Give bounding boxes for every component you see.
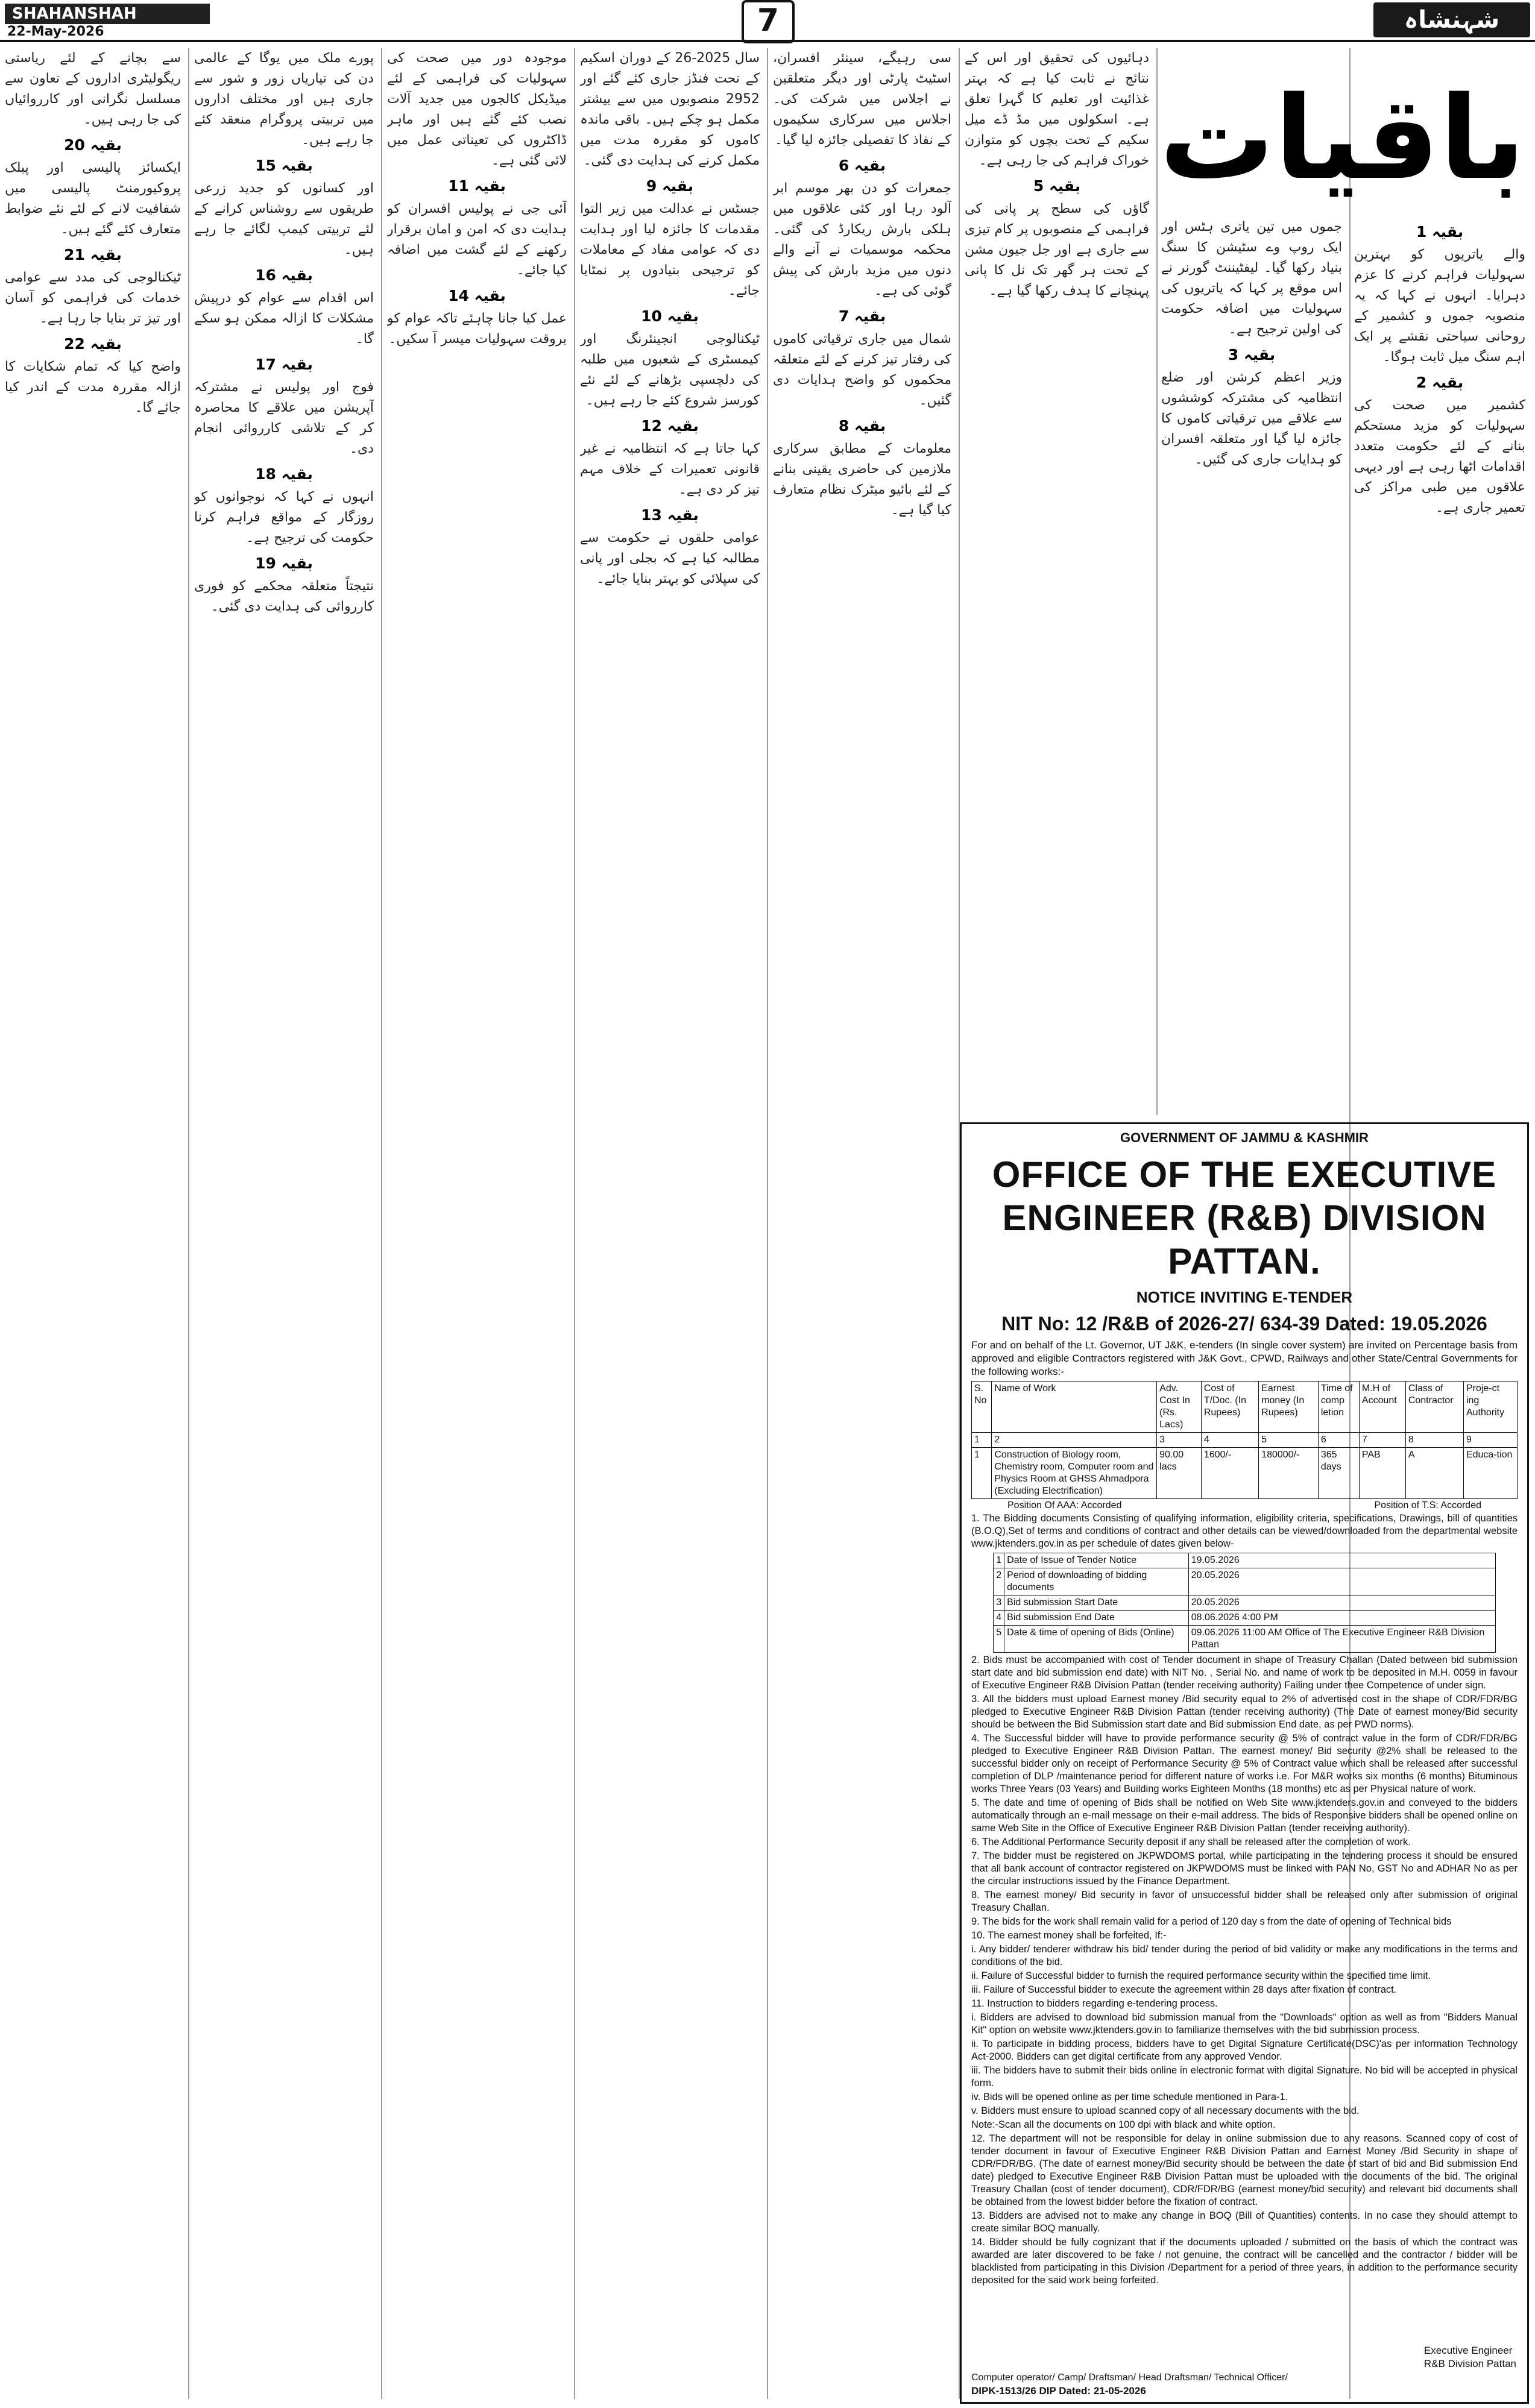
works-table-body (972, 1448, 1518, 1499)
schedule-cell: Date of Issue of Tender Notice (1004, 1553, 1189, 1568)
tender-intro: For and on behalf of the Lt. Governor, UT J&K, e-tenders (In single cover system) are invited on Percentage basis from approved and eligible Contractors registered with J&K Govt., CPWD, Railways and other State/Central Governments for the following works:- (971, 1339, 1518, 1377)
tender-office-title (971, 1153, 1518, 1283)
paper-name: SHAHANSHAH (5, 4, 210, 24)
works-header-cell: Time of comp letion (1318, 1382, 1359, 1433)
works-cell: Construction of Biology room, Chemistry room, Computer room and Physics Room at GHSS Ahmadpora (Excluding Electrification) (992, 1448, 1157, 1499)
article-paragraph: جمعرات کو دن بھر موسم ابر آلود رہا اور کئی علاقوں میں ہلکی بارش ریکارڈ کی گئی۔ محکمہ موسمیات نے آنے والے دنوں میں مزید بارش کی پیش گوئی کی ہے۔ (773, 181, 951, 298)
tender-condition: v. Bidders must ensure to upload scanned copy of all necessary documents with the bid. (971, 2105, 1360, 2116)
continuation-heading: بقیہ 19 (255, 555, 313, 572)
tender-office-line-1: OFFICE OF THE EXECUTIVE (992, 1154, 1497, 1195)
column-3 (965, 48, 1149, 1115)
tender-condition: 12. The department will not be responsible for delay in online submission due to any reasons. Scanned copy of cost of tender document in favour of Executive Engineer R&B Division Pattan and Earnest Money /Bid Security in shape of CDR/FDR/BG. (The date of earnest money/Bid security should be between the date of start of bid and Bid submission End date) pledged to Executive Engineer R&B Division Pattan must be uploaded with the documents of the bid. The original Treasury Challan (cost of tender document), CDR/FDR/BG (earnest money/bid security) and relevant bid documents shall be obtained from the lowest bidder before the fixation of contract. (971, 2133, 1518, 2207)
schedule-cell: Period of downloading of bidding documents (1004, 1568, 1189, 1595)
article-paragraph: آئی جی نے پولیس افسران کو ہدایت دی کہ امن و امان برقرار رکھنے کے لئے گشت میں اضافہ کیا جائے۔ (387, 201, 567, 278)
article-paragraph: سی رہیگے، سینئر افسران، اسٹیٹ پارٹی اور دیگر متعلقین نے اجلاس میں شرکت کی۔ اجلاس میں سرکاری سکیموں کے نفاذ کا تفصیلی جائزہ لیا گیا۔ (773, 51, 951, 148)
tender-condition: 8. The earnest money/ Bid security in favor of unsuccessful bidder shall be released only after submission of original Treasury Challan. (971, 1890, 1518, 1913)
section-title: باقیات (1159, 72, 1525, 205)
continuation-heading: بقیہ 18 (255, 465, 313, 483)
column-4 (773, 48, 951, 2399)
column-5 (580, 48, 760, 2399)
article-paragraph: فوج اور پولیس نے مشترکہ آپریشن میں علاقے کا محاصرہ کر کے تلاشی کارروائی انجام دی۔ (194, 380, 374, 456)
continuation-heading: بقیہ 8 (838, 417, 886, 435)
works-index-cell: 9 (1463, 1433, 1517, 1448)
schedule-row (994, 1553, 1496, 1568)
article-paragraph: ایکسائز پالیسی اور پبلک پروکیورمنٹ پالیسی میں شفافیت لانے کے لئے نئے ضوابط متعارف کئے گئے ہیں۔ (5, 160, 181, 237)
works-header-cell: M.H of Account (1359, 1382, 1405, 1433)
column-divider (574, 48, 575, 2399)
article-paragraph: معلومات کے مطابق سرکاری ملازمین کی حاضری یقینی بنانے کے لئے بائیو میٹرک نظام متعارف کیا گیا ہے۔ (773, 441, 951, 518)
article-paragraph: پورے ملک میں یوگا کے عالمی دن کی تیاریاں زور و شور سے جاری ہیں اور مختلف اداروں میں تربیتی پروگرام منعقد کئے جا رہے ہیں۔ (194, 51, 374, 148)
footer-note: Computer operator/ Camp/ Draftsman/ Head Draftsman/ Technical Officer/ (971, 2372, 1288, 2383)
tender-condition: 10. The earnest money shall be forfeited, If:- (971, 1930, 1167, 1941)
schedule-cell: 3 (994, 1595, 1004, 1611)
schedule-row (994, 1611, 1496, 1626)
article-paragraph: کشمیر میں صحت کی سہولیات کو مزید مستحکم بنانے کے لئے حکومت متعدد اقدامات اٹھا رہی ہے اور دیہی علاقوں میں طبی مراکز کی تعمیر جاری ہے۔ (1354, 398, 1525, 515)
signature-office: R&B Division Pattan (1423, 2358, 1516, 2369)
works-header-cell: Name of Work (992, 1382, 1157, 1433)
article-paragraph: ٹیکنالوجی انجینئرنگ اور کیمسٹری کے شعبوں میں طلبہ کی دلچسپی بڑھانے کے لئے نئے کورسز شروع کئے جا رہے ہیں۔ (580, 332, 760, 408)
article-paragraph: گاؤں کی سطح پر پانی کی فراہمی کے منصوبوں پر کام تیزی سے جاری ہے اور جل جیون مشن کے تحت ہر گھر تک نل کا پانی پہنچانے کا ہدف رکھا گیا ہے۔ (965, 201, 1149, 298)
works-cell: 90.00 lacs (1157, 1448, 1202, 1499)
schedule-table (993, 1553, 1496, 1653)
tender-conditions (971, 1654, 1518, 2287)
column-divider (767, 48, 768, 2399)
tender-office-line-2: ENGINEER (R&B) DIVISION PATTAN. (1002, 1198, 1487, 1281)
works-header-cell: Cost of T/Doc. (In Rupees) (1201, 1382, 1258, 1433)
article-paragraph: وزیر اعظم کرشن اور ضلع انتظامیہ کی مشترکہ کوششوں سے علاقے میں ترقیاتی کاموں کا جائزہ لیا گیا اور متعلقہ افسران کو ہدایات جاری کی گئیں۔ (1161, 370, 1342, 467)
continuation-heading: بقیہ 7 (838, 307, 886, 325)
article-paragraph: موجودہ دور میں صحت کی سہولیات کی فراہمی کے لئے میڈیکل کالجوں میں جدید آلات نصب کئے گئے ہیں اور ماہر ڈاکٹروں کی تعیناتی عمل میں لائی گئی ہے۔ (387, 51, 567, 168)
continuation-heading: بقیہ 17 (255, 356, 313, 373)
continuation-heading: بقیہ 3 (1228, 346, 1276, 363)
issue-date: 22-May-2026 (7, 24, 104, 39)
column-7 (194, 48, 374, 2399)
tender-government: GOVERNMENT OF JAMMU & KASHMIR (1120, 1130, 1369, 1145)
tender-condition: 14. Bidder should be fully cognizant that if the documents uploaded / submitted on the basis of which the contract was awarded are later discovered to be fake / not genuine, the contract will be cancelled and the contractor / bidder will be blacklisted from participating in this Division /Department for a period of three years, in addition to the performance security deposited for the said work being forfeited. (971, 2237, 1518, 2286)
tender-condition: 6. The Additional Performance Security deposit if any shall be released after the completion of work. (971, 1837, 1411, 1847)
column-divider (188, 48, 189, 2399)
works-cell: PAB (1359, 1448, 1405, 1499)
continuation-heading: بقیہ 5 (1033, 177, 1081, 195)
tender-condition: iv. Bids will be opened online as per time schedule mentioned in Para-1. (971, 2092, 1288, 2102)
works-cell: 180000/- (1259, 1448, 1319, 1499)
continuation-heading: بقیہ 22 (64, 335, 122, 353)
continuation-heading: بقیہ 13 (641, 506, 699, 524)
tender-condition: 4. The Successful bidder will have to provide performance security @ 5% of contract value in the form of CDR/FDR/BG pledged to Executive Engineer R&B Division Pattan. The earnest money/ Bid security @2% shall be released to the successful bidder only on receipt of Performance Security @ 5% of Contract value which shall be released after successful completion of DLP /maintenance period for different nature of works i.e. For M&R works six months (6 months) Bituminous works Three Years (03 Years) and Building works Eighteen Months (18 months) etc as per Physical nature of work. (971, 1733, 1518, 1794)
continuation-heading: بقیہ 15 (255, 157, 313, 174)
tender-notice: NOTICE INVITING E-TENDER (1136, 1288, 1353, 1306)
schedule-cell: Date & time of opening of Bids (Online) (1004, 1626, 1189, 1653)
article-paragraph: والے یاتریوں کو بہترین سہولیات فراہم کرنے کا عزم دہرایا۔ انہوں نے کہا کہ یہ منصوبہ جموں و کشمیر کے روحانی سیاحتی نقشے پر ایک اہم سنگ میل ثابت ہوگا۔ (1354, 247, 1525, 365)
schedule-cell: 4 (994, 1611, 1004, 1626)
tender-condition: 11. Instruction to bidders regarding e-tendering process. (971, 1998, 1218, 2009)
works-header-cell: Class of Contractor (1405, 1382, 1463, 1433)
schedule-cell: Bid submission Start Date (1004, 1595, 1189, 1611)
schedule-table-body (994, 1553, 1496, 1653)
article-paragraph: اس اقدام سے عوام کو درپیش مشکلات کا ازالہ ممکن ہو سکے گا۔ (194, 291, 374, 347)
position-aaa: Position Of AAA: Accorded (1007, 1500, 1122, 1511)
schedule-cell: 19.05.2026 (1188, 1553, 1495, 1568)
works-table (971, 1381, 1518, 1499)
works-index-cell: 2 (992, 1433, 1157, 1448)
works-index-cell: 6 (1318, 1433, 1359, 1448)
article-paragraph: عوامی حلقوں نے حکومت سے مطالبہ کیا ہے کہ بجلی اور پانی کی سپلائی کو بہتر بنایا جائے۔ (580, 530, 760, 586)
tender-condition: 9. The bids for the work shall remain valid for a period of 120 day s from the date of opening of Technical bids (971, 1916, 1452, 1927)
article-paragraph: ٹیکنالوجی کی مدد سے عوامی خدمات کی فراہمی کو آسان اور تیز تر بنایا جا رہا ہے۔ (5, 270, 181, 326)
tender-condition: ii. To participate in bidding process, bidders have to get Digital Signature Certificate(DSC)'as per information Technology Act-2000. Bidders can get digital certificate from any approved Vendor. (971, 2039, 1518, 2062)
paper-logo: شہنشاہ (1373, 2, 1530, 37)
schedule-cell: Bid submission End Date (1004, 1611, 1189, 1626)
schedule-cell: 2 (994, 1568, 1004, 1595)
continuation-heading: بقیہ 2 (1416, 374, 1464, 391)
article-paragraph: نتیجتاً متعلقہ محکمے کو فوری کارروائی کی ہدایت دی گئی۔ (194, 579, 374, 614)
article-paragraph: واضح کیا کہ تمام شکایات کا ازالہ مقررہ مدت کے اندر کیا جائے گا۔ (5, 359, 181, 415)
position-row (971, 1499, 1518, 1511)
schedule-cell: 20.05.2026 (1188, 1568, 1495, 1595)
works-header-cell: Earnest money (In Rupees) (1259, 1382, 1319, 1433)
tender-condition: i. Bidders are advised to download bid submission manual from the "Downloads" option as well as from "Bidders Manual Kit" option on website www.jktenders.gov.in to familiarize themselves with the bid submission process. (971, 2012, 1518, 2035)
tender-condition: iii. The bidders have to submit their bids online in electronic format with digital Signature. No bid will be accepted in physical form. (971, 2065, 1518, 2089)
works-cell: Educa-tion (1463, 1448, 1517, 1499)
tender-condition: 7. The bidder must be registered on JKPWDOMS portal, while participating in the tendering process it should be ensured that all bank account of contractor registered on JKPWDOMS must be linked with PAN No, GST No and ADHAR No as per the circular instructions issued by the Finance Department. (971, 1850, 1518, 1887)
article-paragraph: سال 2025-26 کے دوران اسکیم کے تحت فنڈز جاری کئے گئے اور 2952 منصوبوں میں سے بیشتر مکمل ہو چکے ہیں۔ باقی ماندہ کاموں کو مقررہ مدت میں مکمل کرنے کی ہدایت دی گئی۔ (580, 51, 760, 168)
schedule-cell: 5 (994, 1626, 1004, 1653)
works-index-cell: 5 (1259, 1433, 1319, 1448)
works-header-cell: S. No (972, 1382, 992, 1433)
works-table-index-row (972, 1433, 1518, 1448)
works-cell: 365 days (1318, 1448, 1359, 1499)
tender-para-1: 1. The Bidding documents Consisting of qualifying information, eligibility criteria, specifications, Drawings, bill of quantities (B.O.Q),Set of terms and conditions of contract and other details can be viewed/downloaded from the departmental website www.jktenders.gov.in as per schedule of dates given below- (971, 1513, 1518, 1549)
continuation-heading: بقیہ 6 (838, 157, 886, 174)
page-number: 7 (742, 0, 795, 43)
column-6 (387, 48, 567, 2399)
schedule-row (994, 1595, 1496, 1611)
header-rule (0, 40, 1535, 42)
article-paragraph: جسٹس نے عدالت میں زیر التوا مقدمات کا جائزہ لیا اور ہدایت دی کہ عوامی مفاد کے معاملات کو ترجیحی بنیادوں پر نمٹایا جائے۔ (580, 201, 760, 298)
works-row (972, 1448, 1518, 1499)
signature-title: Executive Engineer (1423, 2345, 1513, 2356)
article-paragraph: دہائیوں کی تحقیق اور اس کے نتائج نے ثابت کیا ہے کہ بہتر غذائیت اور تعلیم کا گہرا تعلق ہے۔ اسکولوں میں مڈ ڈے میل سکیم کے تحت بچوں کو متوازن خوراک فراہم کی جا رہی ہے۔ (965, 51, 1149, 168)
works-cell: 1600/- (1201, 1448, 1258, 1499)
schedule-cell: 08.06.2026 4:00 PM (1188, 1611, 1495, 1626)
tender-condition: iii. Failure of Successful bidder to execute the agreement within 28 days after fixation of contract. (971, 1984, 1397, 1995)
continuation-heading: بقیہ 10 (641, 307, 699, 325)
article-paragraph: سے بچانے کے لئے ریاستی ریگولیٹری اداروں کے تعاون سے مسلسل نگرانی اور کارروائیاں کی جا رہی ہیں۔ (5, 51, 181, 127)
continuation-heading: بقیہ 9 (646, 177, 694, 195)
tender-condition: Note:-Scan all the documents on 100 dpi with black and white option. (971, 2119, 1276, 2130)
tender-condition: 13. Bidders are advised not to make any change in BOQ (Bill of Quantities) contents. In no case they should attempt to create similar BOQ manually. (971, 2210, 1518, 2234)
continuation-heading: بقیہ 12 (641, 417, 699, 435)
column-8 (5, 48, 181, 2399)
column-divider (1156, 48, 1158, 1115)
works-index-cell: 3 (1157, 1433, 1202, 1448)
article-paragraph: شمال میں جاری ترقیاتی کاموں کی رفتار تیز کرنے کے لئے متعلقہ محکموں کو واضح ہدایات دی گئیں۔ (773, 332, 951, 408)
dipk-reference: DIPK-1513/26 DIP Dated: 21-05-2026 (971, 2385, 1146, 2397)
works-table-header (972, 1382, 1518, 1433)
continuation-heading: بقیہ 20 (64, 136, 122, 154)
column-divider (381, 48, 382, 2399)
article-paragraph: کہا جاتا ہے کہ انتظامیہ نے غیر قانونی تعمیرات کے خلاف مہم تیز کر دی ہے۔ (580, 441, 760, 497)
works-cell: 1 (972, 1448, 992, 1499)
tender-condition: 3. All the bidders must upload Earnest money /Bid security equal to 2% of advertised cost in the shape of CDR/FDR/BG pledged to Executive Engineer R&B Division Pattan (tender receiving authority) (The Date of earnest money/Bid security should be between the Bid Submission start date and Bid submission End date, as per PWD norms). (971, 1694, 1518, 1730)
continuation-heading: بقیہ 21 (64, 246, 122, 263)
signature-block (1424, 2344, 1516, 2371)
position-ts: Position of T.S: Accorded (1374, 1500, 1481, 1511)
schedule-row (994, 1568, 1496, 1595)
tender-condition: 2. Bids must be accompanied with cost of Tender document in shape of Treasury Challan (Dated between bid submission start date and bid submission end date) with NIT No. , Serial No. and name of work to be deposited in M.H. 0059 in favour of Executive Engineer R&B Division Pattan (tender receiving authority) Failing under thee Competence of under sign. (971, 1655, 1518, 1691)
tender-condition: i. Any bidder/ tenderer withdraw his bid/ tender during the period of bid validity or make any modifications in the terms and conditions of the bid. (971, 1944, 1518, 1967)
schedule-row (994, 1626, 1496, 1653)
schedule-cell: 09.06.2026 11:00 AM Office of The Executive Engineer R&B Division Pattan (1188, 1626, 1495, 1653)
continuation-heading: بقیہ 14 (448, 287, 506, 304)
article-paragraph: جموں میں تین یاتری ہٹس اور ایک روپ وے سٹیشن کا سنگ بنیاد رکھا گیا۔ لیفٹیننٹ گورنر نے اس موقع پر کہا کہ یاتریوں کی سہولیات میں اضافہ حکومت کی اولین ترجیح ہے۔ (1161, 219, 1342, 337)
tender-condition: ii. Failure of Successful bidder to furnish the required performance security within the specified time limit. (971, 1970, 1431, 1981)
schedule-cell: 20.05.2026 (1188, 1595, 1495, 1611)
works-index-cell: 8 (1405, 1433, 1463, 1448)
tender-condition: 5. The date and time of opening of Bids shall be notified on Web Site www.jktenders.gov.in and conveyed to the bidders automatically through an e-mail message on their e-mail address. The bids of Responsive bidders shall be opened online on same Web Site in the Office of Executive Engineer R&B Division Pattan (tender receiving authority). (971, 1797, 1518, 1834)
article-paragraph: انہوں نے کہا کہ نوجوانوں کو روزگار کے مواقع فراہم کرنا حکومت کی ترجیح ہے۔ (194, 489, 374, 545)
works-cell: A (1405, 1448, 1463, 1499)
continuation-heading: بقیہ 1 (1416, 223, 1464, 240)
schedule-cell: 1 (994, 1553, 1004, 1568)
works-header-cell: Adv. Cost In (Rs. Lacs) (1157, 1382, 1202, 1433)
works-index-cell: 4 (1201, 1433, 1258, 1448)
works-index-cell: 7 (1359, 1433, 1405, 1448)
masthead (0, 0, 1535, 42)
continuation-heading: بقیہ 16 (255, 266, 313, 284)
article-paragraph: عمل کیا جانا چاہئے تاکہ عوام کو بروقت سہولیات میسر آ سکیں۔ (387, 311, 567, 347)
tender-advertisement (960, 1122, 1529, 2404)
works-header-cell: Proje-ct ing Authority (1463, 1382, 1517, 1433)
article-paragraph: اور کسانوں کو جدید زرعی طریقوں سے روشناس کرانے کے لئے تربیتی کیمپ لگائے جا رہے ہیں۔ (194, 181, 374, 257)
works-index-cell: 1 (972, 1433, 992, 1448)
continuation-heading: بقیہ 11 (448, 177, 506, 195)
tender-nit: NIT No: 12 /R&B of 2026-27/ 634-39 Dated: 19.05.2026 (1001, 1313, 1487, 1334)
